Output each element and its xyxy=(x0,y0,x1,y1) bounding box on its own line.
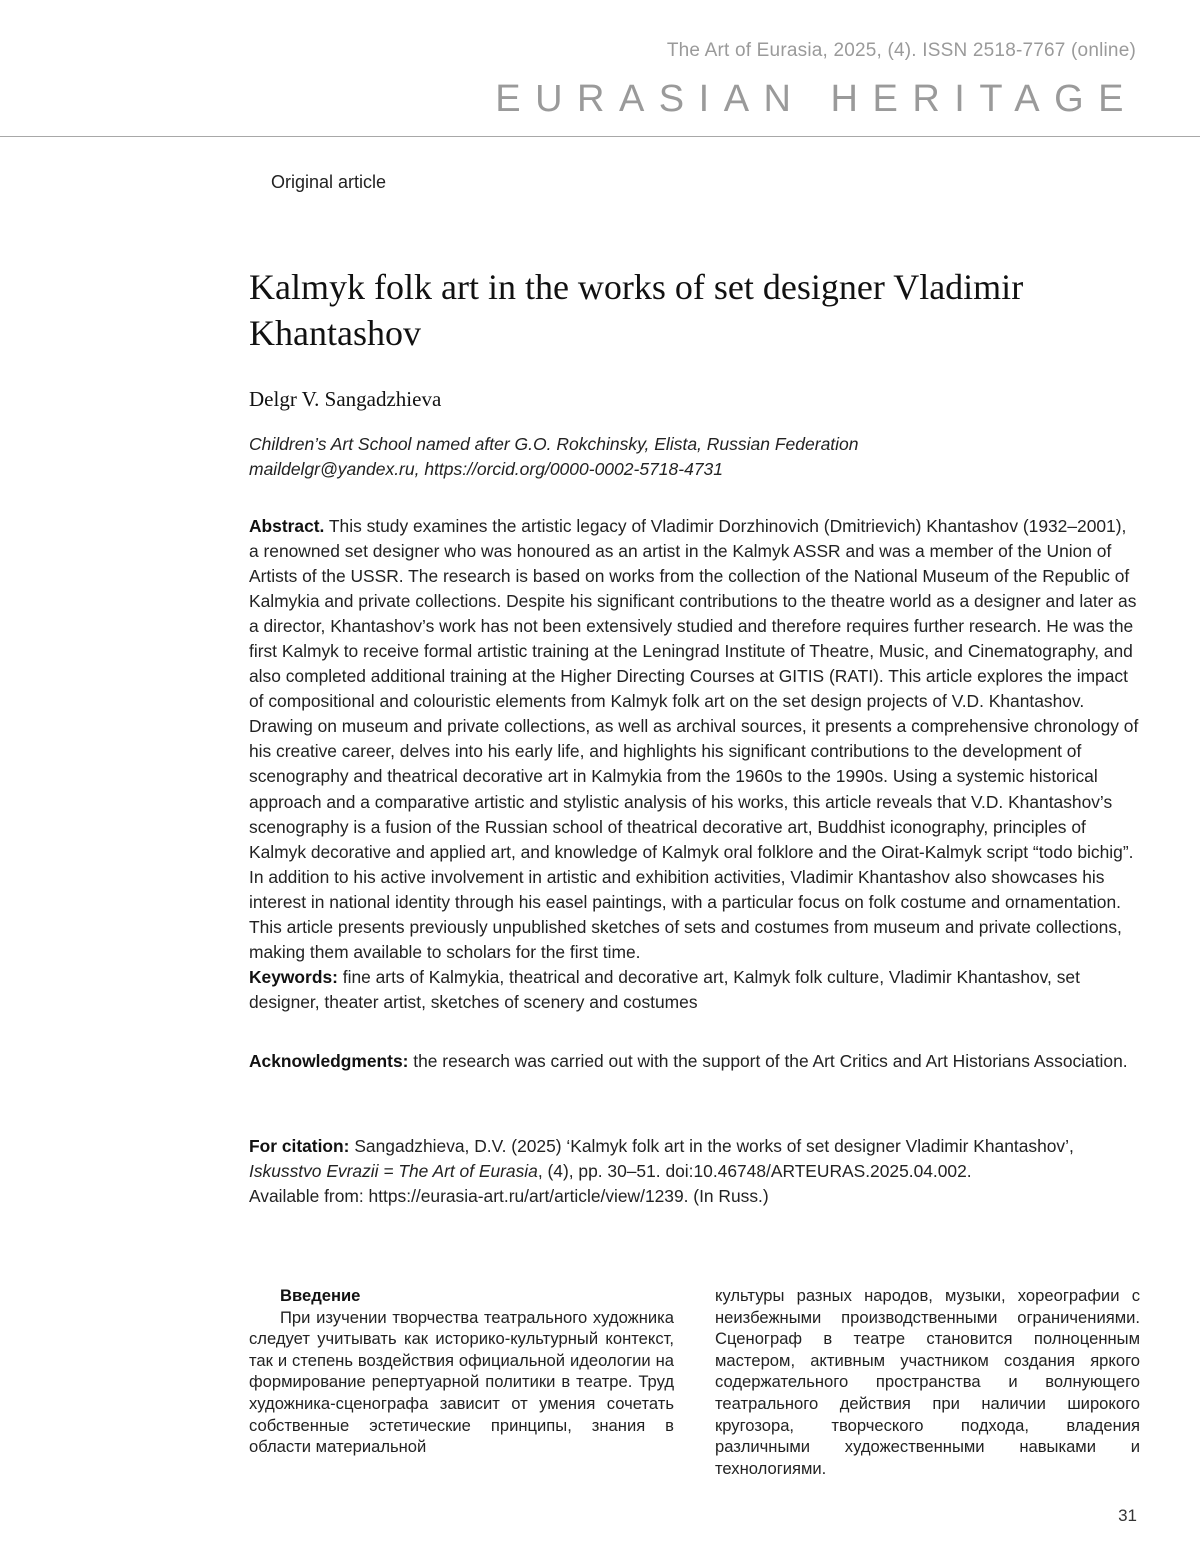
citation-details: , (4), pp. 30–51. doi:10.46748/ARTEURAS.2025.04.002. xyxy=(537,1161,972,1181)
acknowledgments-label: Acknowledgments: xyxy=(249,1051,409,1071)
keywords-label: Keywords: xyxy=(249,966,338,987)
acknowledgments-text: the research was carried out with the support of the Art Critics and Art Historians Association. xyxy=(413,1051,1128,1071)
keywords-text: fine arts of Kalmykia, theatrical and decorative art, Kalmyk folk culture, Vladimir Khantashov, set designer, theater artist, sketches of scenery and costumes xyxy=(249,966,1080,1012)
section-title: EURASIAN HERITAGE xyxy=(495,78,1138,120)
acknowledgments xyxy=(249,1049,1140,1074)
abstract-text: This study examines the artistic legacy of Vladimir Dorzhinovich (Dmitrievich) Khantashov (1932–2001), a renowned set designer who was honoured as an artist in the Kalmyk ASSR and was a member of the Union of Artists of the USSR. The research is based on works from the collection of the National Museum of the Republic of Kalmykia and private collections. Despite his significant contributions to the theatre world as a designer and later as a director, Khantashov’s work has not been extensively studied and therefore requires further research. He was the first Kalmyk to receive formal artistic training at the Leningrad Institute of Theatre, Music, and Cinematography, and also completed additional training at the Higher Directing Courses at GITIS (RATI). This article explores the impact of compositional and colouristic elements from Kalmyk folk art on the set design projects of V.D. Khantashov. Drawing on museum and private collections, as well as archival sources, it presents a comprehensive chronology of his creative career, delves into his early life, and highlights his significant contributions to the development of scenography and theatrical decorative art in Kalmykia from the 1960s to the 1990s. Using a systemic historical approach and a comparative artistic and stylistic analysis of his works, this article reveals that V.D. Khantashov’s scenography is a fusion of the Russian school of theatrical decorative art, Buddhist iconography, principles of Kalmyk decorative and applied art, and knowledge of Kalmyk oral folklore and the Oirat-Kalmyk script “todo bichig”. In addition to his active involvement in artistic and exhibition activities, Vladimir Khantashov also showcases his interest in national identity through his easel paintings, with a particular focus on folk costume and ornamentation. This article presents previously unpublished sketches of sets and costumes from museum and private collections, making them available to scholars for the first time. xyxy=(249,516,1139,962)
journal-info: The Art of Eurasia, 2025, (4). ISSN 2518-7767 (online) xyxy=(666,40,1136,61)
author-contact: maildelgr@yandex.ru, https://orcid.org/0000-0002-5718-4731 xyxy=(249,459,724,479)
section-heading: Введение xyxy=(280,1286,361,1305)
article-title: Kalmyk folk art in the works of set designer Vladimir Khantashov xyxy=(249,267,1024,353)
body-paragraph: При изучении творчества театрального художника следует учитывать как историко-культурный контекст, так и степень воздействия официальной идеологии на формирование репертуарной политики в театре. Труд художника-сценографа зависит от умения сочетать собственные эстетические принципы, знания в области материальной xyxy=(249,1307,674,1457)
citation-journal: Iskusstvo Evrazii = The Art of Eurasia xyxy=(249,1161,538,1181)
citation-text: Sangadzhieva, D.V. (2025) ‘Kalmyk folk art in the works of set designer Vladimir Khantashov’, xyxy=(354,1136,1074,1156)
page-header xyxy=(0,0,1200,140)
header-divider xyxy=(0,136,1200,137)
affiliation: Children’s Art School named after G.O. Rokchinsky, Elista, Russian Federation xyxy=(249,434,859,454)
body-paragraph-continued: культуры разных народов, музыки, хореографии с неизбежными производственными ограничениями. Сценограф в театре становится полноценным мастером, активным участником создания яркого содержательного пространства и волнующего театрального действия при наличии широкого кругозора, творческого подхода, владения различными художественными навыками и технологиями. xyxy=(715,1286,1140,1478)
body-column-left xyxy=(249,1285,674,1458)
body-column-right xyxy=(715,1285,1140,1479)
citation-label: For citation: xyxy=(249,1136,350,1156)
abstract-label: Abstract. xyxy=(249,516,325,536)
author-affiliation-block xyxy=(249,432,1149,482)
abstract xyxy=(249,514,1140,1015)
citation-available: Available from: https://eurasia-art.ru/art/article/view/1239. (In Russ.) xyxy=(249,1186,769,1206)
citation xyxy=(249,1134,1140,1209)
article-type: Original article xyxy=(271,172,387,192)
author-name: Delgr V. Sangadzhieva xyxy=(249,387,442,411)
page-number: 31 xyxy=(1118,1506,1137,1525)
